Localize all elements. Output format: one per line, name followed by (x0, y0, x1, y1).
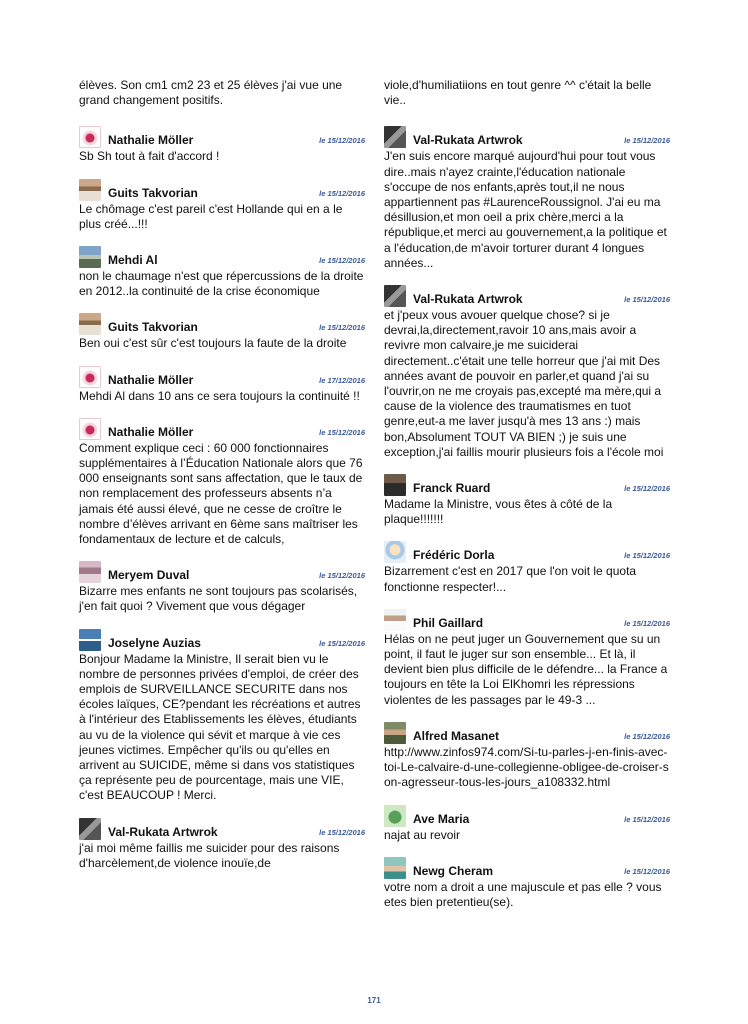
comment (384, 126, 670, 271)
comment-text: Bonjour Madame la Ministre, Il serait bien vu le nombre de personnes privées d'emploi, de créer des emplois de SURVEILLANCE SECURITE dans nos écoles laïques, CE?pendant les récréations et autres à l'intérieur des Etablissements les élèves, étudiants au vu de la violence qui sévit et marque à vie ces jeunes victimes. Empêcher qu'ils ou qu'elles en arrivent au SUICIDE, même si dans vos statistiques ça représente peu de pourcentage, mais une VIE, c'est BEAUCOUP ! Merci. (79, 651, 361, 803)
comment-link[interactable]: http://www.zinfos974.com/Si-tu-parles-j-en-finis-avec-toi-Le-calvaire-d-une-collegienne-obligee-de-croiser-son-agresseur-tous-les-jours_a108332.html (384, 744, 669, 790)
woman-photo-icon (79, 561, 101, 583)
comment-header (79, 418, 365, 440)
comment-header (384, 541, 670, 563)
comment-date: le 15/12/2016 (319, 571, 365, 581)
comment (79, 246, 365, 299)
comment-header (384, 126, 670, 148)
author-name: Guits Takvorian (108, 320, 198, 335)
bw-photo-icon (384, 285, 406, 307)
author-name: Phil Gaillard (413, 615, 484, 630)
comment-header (384, 474, 670, 496)
comment-header (79, 246, 365, 268)
comment-header (79, 313, 365, 335)
comment-date: le 17/12/2016 (319, 375, 365, 385)
comment-text: Bizarre mes enfants ne sont toujours pas scolarisés, j'en fait quoi ? Vivement que vous dégager (79, 584, 358, 614)
comment-date: le 15/12/2016 (319, 136, 365, 146)
author-name: Newg Cheram (413, 863, 494, 878)
comment-text: Sb Sh tout à fait d'accord ! (79, 149, 220, 164)
comment-date: le 15/12/2016 (319, 827, 365, 837)
comment (384, 474, 670, 527)
comment-header (79, 179, 365, 201)
continued-text: élèves. Son cm1 cm2 23 et 25 élèves j'ai vue une grand changement positifs. (79, 78, 343, 108)
author-name: Alfred Masanet (413, 728, 500, 743)
comment-date: le 15/12/2016 (624, 814, 670, 824)
author-name: Val-Rukata Artwrok (108, 824, 218, 839)
page-number: 171 (367, 996, 381, 1005)
comment (79, 126, 365, 164)
bw-photo-icon (79, 818, 101, 840)
comment-date: le 15/12/2016 (319, 256, 365, 266)
comment (79, 818, 365, 871)
comment-text: et j'peux vous avouer quelque chose? si je devrai,la,directement,ravoir 10 ans,mais avoir a revivre mon calvaire,je me suiciderai directement..c'était une telle horreur que j'ai mit Des années avant de pouvoir en parler,et quand j'ai su l'ouvrir,on ne me croyais pas,excepté ma mère,qui a cause de la violence des traumatismes en tuot genre,eut-a me laver jusqu'à mes 13 ans :) mais bon,Absolument TOUT VA BIEN ;) je suis une exception,j'ai faillis mourir plusieurs fois a l'école moi (384, 308, 664, 459)
comment-header (384, 722, 670, 744)
comment-header (79, 629, 365, 651)
comment-text: Bizarrement c'est en 2017 que l'on voit le quota fonctionne respecter!... (384, 564, 637, 594)
comment-date: le 15/12/2016 (319, 323, 365, 333)
author-name: Val-Rukata Artwrok (413, 292, 523, 307)
comment-text: j'ai moi même faillis me suicider pour des raisons d'harcèlement,de violence inouïe,de (79, 840, 340, 870)
comment-text: Hélas on ne peut juger un Gouvernement que su un point, il faut le juger sur son ensemble... Et là, il devient bien plus difficile de le défendre... la France a toujours en tête la Loi ElKhomri les répressions violentes de les passages par le 49-3 ... (384, 631, 668, 707)
continued-text: viole,d'humiliatiions en tout genre ^^ c'était la belle vie.. (384, 78, 652, 108)
author-name: Franck Ruard (413, 481, 491, 496)
comment-header (79, 561, 365, 583)
comment-date: le 15/12/2016 (624, 551, 670, 561)
comment-date: le 15/12/2016 (624, 136, 670, 146)
comment (384, 722, 670, 791)
cartoon-avatar-icon (384, 541, 406, 563)
right-column (384, 78, 670, 924)
comment (384, 609, 670, 708)
author-name: Nathalie Möller (108, 372, 194, 387)
author-name: Nathalie Möller (108, 133, 194, 148)
comment-date: le 15/12/2016 (624, 618, 670, 628)
author-name: Nathalie Möller (108, 424, 194, 439)
person-photo-icon (79, 313, 101, 335)
comment-date: le 15/12/2016 (624, 295, 670, 305)
flower-icon (79, 418, 101, 440)
portrait-photo-icon (384, 609, 406, 631)
bw-photo-icon (384, 126, 406, 148)
comment-header (79, 366, 365, 388)
author-name: Ave Maria (413, 811, 470, 826)
comment-text: Le chômage c'est pareil c'est Hollande qui en a le plus créé...!!! (79, 201, 343, 231)
comment-header (79, 818, 365, 840)
author-name: Mehdi Al (108, 253, 158, 268)
comment-header (384, 805, 670, 827)
flower-icon (79, 126, 101, 148)
teal-photo-icon (384, 857, 406, 879)
city-photo-icon (79, 629, 101, 651)
comment (79, 629, 365, 804)
comment-text: votre nom a droit a une majuscule et pas elle ? vous etes bien pretentieu(se). (384, 879, 662, 909)
comment-text: Madame la Ministre, vous êtes à côté de la plaque!!!!!!! (384, 497, 613, 527)
comment (384, 285, 670, 460)
comment (79, 179, 365, 232)
landscape-photo-icon (79, 246, 101, 268)
person-photo-icon (79, 179, 101, 201)
comment (384, 805, 670, 843)
author-name: Frédéric Dorla (413, 548, 495, 563)
comment-text: non le chaumage n'est que répercussions de la droite en 2012..la continuité de la crise économique (79, 269, 364, 299)
comment-header (384, 609, 670, 631)
left-column (79, 78, 365, 885)
comment-date: le 15/12/2016 (319, 188, 365, 198)
comment-date: le 15/12/2016 (319, 638, 365, 648)
author-name: Meryem Duval (108, 568, 190, 583)
comment-text: Mehdi Al dans 10 ans ce sera toujours la continuité !! (79, 388, 360, 403)
author-name: Guits Takvorian (108, 185, 198, 200)
green-avatar-icon (384, 805, 406, 827)
comment-header (79, 126, 365, 148)
dark-photo-icon (384, 474, 406, 496)
comment (384, 541, 670, 594)
older-man-photo-icon (384, 722, 406, 744)
author-name: Joselyne Auzias (108, 635, 201, 650)
comment-date: le 15/12/2016 (624, 731, 670, 741)
comment (79, 313, 365, 351)
comment (79, 366, 365, 404)
comment-date: le 15/12/2016 (624, 866, 670, 876)
comment-text: J'en suis encore marqué aujourd'hui pour tout vous dire..mais n'ayez crainte,l'éducation nationale s'occupe de nos enfants,après tout,il ne nous appartiennent pas #LaurenceRoussignol. J'ai eu ma désillusion,et mon oeil a prix chère,merci a la république,et merci au gouvernement,a la politique et a l'éducation,de m'avoir torturer durant 4 longues années... (384, 149, 667, 270)
comment (384, 857, 670, 910)
comment-header (384, 857, 670, 879)
comment-text: Comment explique ceci : 60 000 fonctionnaires supplémentaires à l’Éducation Nationale alors que 76 000 enseignants sont sans affectation, que le taux de non remplacement des professeurs absents n’a jamais été aussi élevé, que ne cesse de croître le nombre d’élèves arrivant en 6ème sans maîtriser les fondamentaux de lecture et de calculs, (79, 440, 363, 547)
comment (79, 418, 365, 547)
comment-date: le 15/12/2016 (319, 427, 365, 437)
comment-header (384, 285, 670, 307)
comment (79, 561, 365, 614)
flower-icon (79, 366, 101, 388)
comment-text: najat au revoir (384, 827, 461, 842)
author-name: Val-Rukata Artwrok (413, 133, 523, 148)
comment-date: le 15/12/2016 (624, 484, 670, 494)
comment-text: Ben oui c'est sûr c'est toujours la faute de la droite (79, 336, 347, 351)
